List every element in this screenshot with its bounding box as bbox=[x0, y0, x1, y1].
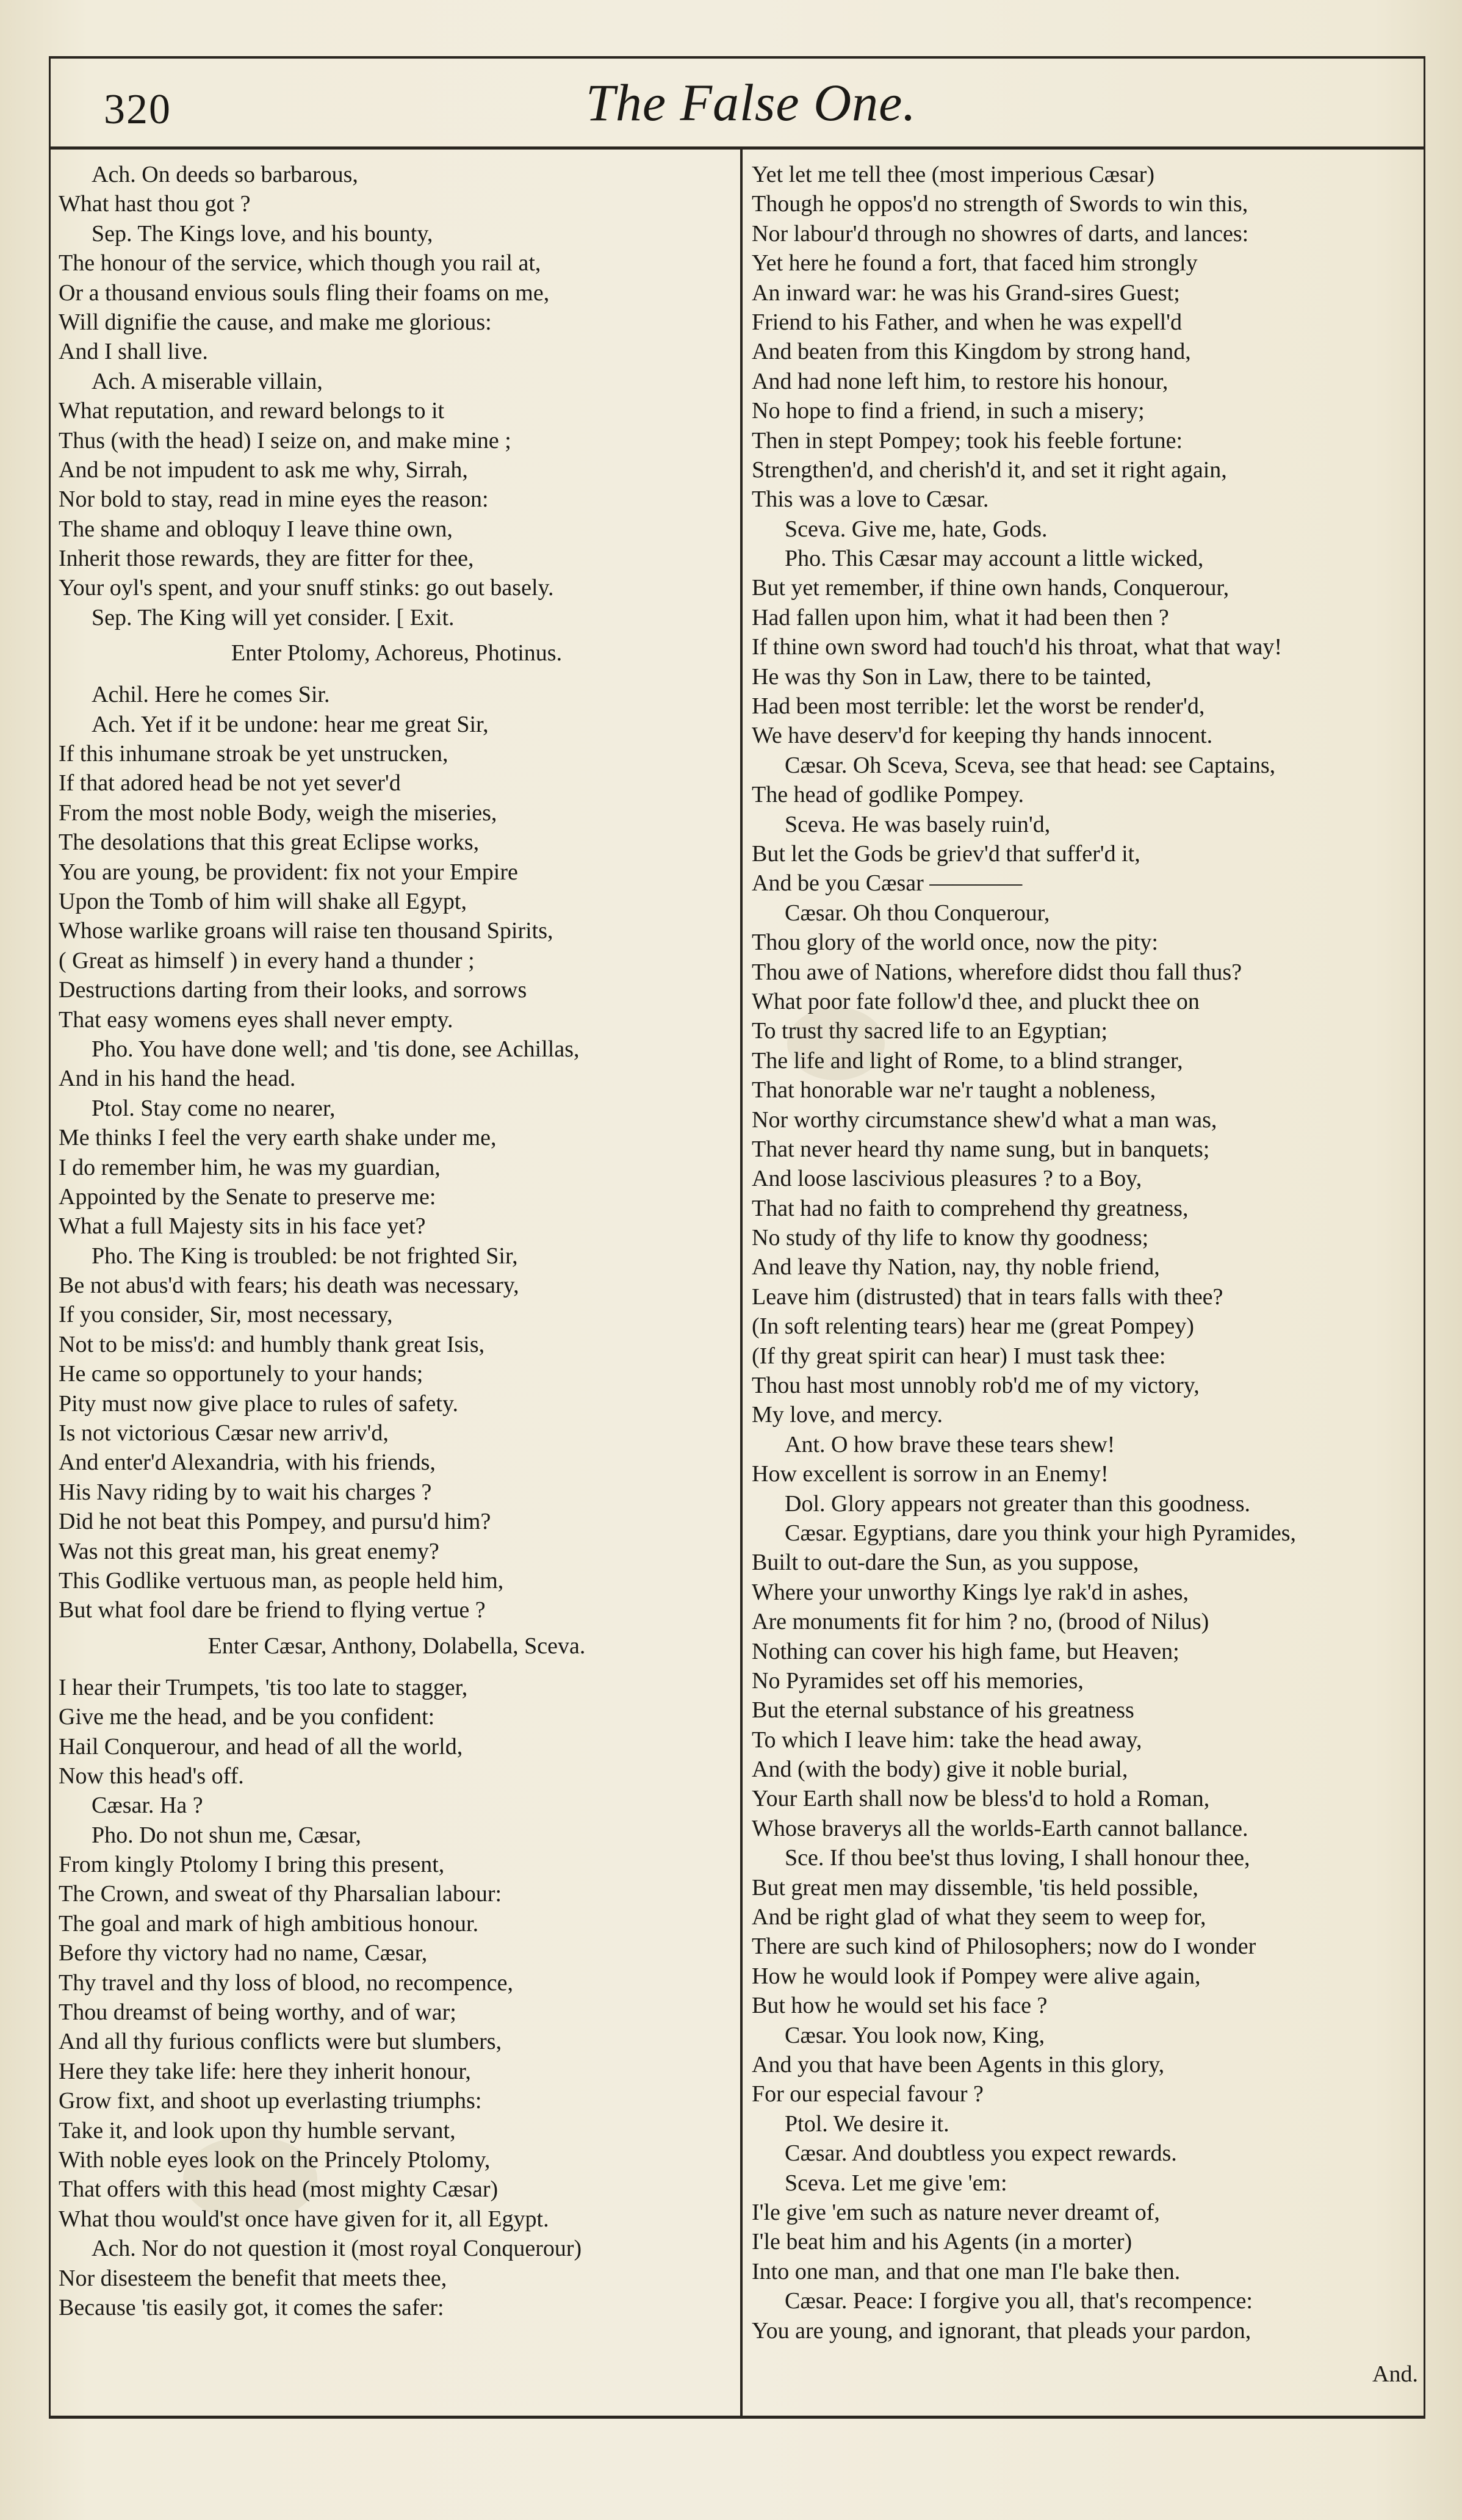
verse-line: And in his hand the head. bbox=[59, 1066, 296, 1092]
stage-direction: Enter Ptolomy, Achoreus, Photinus. bbox=[231, 640, 563, 666]
speech-line: Pho. This Cæsar may account a little wicked, bbox=[785, 546, 1204, 572]
speech-line: Ach. A miserable villain, bbox=[92, 368, 323, 394]
verse-line: The life and light of Rome, to a blind stranger, bbox=[752, 1047, 1183, 1074]
verse-line: Thy travel and thy loss of blood, no recompence, bbox=[59, 1969, 514, 1996]
verse-line: Thou dreamst of being worthy, and of war; bbox=[59, 1999, 456, 2026]
verse-line: Destructions darting from their looks, and sorrows bbox=[59, 977, 527, 1003]
verse-line: Before thy victory had no name, Cæsar, bbox=[59, 1940, 428, 1966]
verse-line: Your Earth shall now be bless'd to hold a Roman, bbox=[752, 1786, 1210, 1812]
verse-line: If this inhumane stroak be yet unstrucken, bbox=[59, 741, 448, 767]
verse-line: Was not this great man, his great enemy? bbox=[59, 1538, 439, 1564]
verse-line: Whose warlike groans will raise ten thousand Spirits, bbox=[59, 918, 553, 944]
speech-line: Ptol. Stay come no nearer, bbox=[92, 1095, 336, 1121]
verse-line: Upon the Tomb of him will shake all Egypt, bbox=[59, 888, 467, 914]
speech-line: Sep. The Kings love, and his bounty, bbox=[92, 220, 433, 247]
verse-line: This was a love to Cæsar. bbox=[752, 486, 989, 513]
verse-line: The desolations that this great Eclipse works, bbox=[59, 829, 480, 856]
speech-line: Ptol. We desire it. bbox=[785, 2110, 949, 2137]
verse-line: But let the Gods be griev'd that suffer'd it, bbox=[752, 840, 1140, 867]
verse-line: Are monuments fit for him ? no, (brood of Nilus) bbox=[752, 1609, 1209, 1635]
verse-line: Built to out-dare the Sun, as you suppose, bbox=[752, 1550, 1139, 1576]
verse-line: The goal and mark of high ambitious honour. bbox=[59, 1910, 479, 1937]
verse-line: Not to be miss'd: and humbly thank great Isis, bbox=[59, 1331, 485, 1357]
verse-line: To trust thy sacred life to an Egyptian; bbox=[752, 1018, 1108, 1044]
frame-left-rule bbox=[49, 56, 51, 2418]
column-divider bbox=[740, 150, 743, 2416]
speech-line: Cæsar. Peace: I forgive you all, that's recompence: bbox=[785, 2288, 1253, 2314]
speech-line: Dol. Glory appears not greater than this goodness. bbox=[785, 1490, 1250, 1517]
verse-line: Friend to his Father, and when he was expell'd bbox=[752, 309, 1183, 335]
verse-line: That easy womens eyes shall never empty. bbox=[59, 1006, 453, 1033]
verse-line: ( Great as himself ) in every hand a thunder ; bbox=[59, 947, 475, 973]
verse-line: Whose braverys all the worlds-Earth cannot ballance. bbox=[752, 1815, 1248, 1841]
verse-line: No Pyramides set off his memories, bbox=[752, 1667, 1084, 1694]
verse-line: From the most noble Body, weigh the miseries, bbox=[59, 800, 497, 826]
verse-line: Thou awe of Nations, wherefore didst thou fall thus? bbox=[752, 959, 1242, 985]
verse-line: If you consider, Sir, most necessary, bbox=[59, 1302, 393, 1328]
speech-line: Sce. If thou bee'st thus loving, I shall honour thee, bbox=[785, 1845, 1250, 1871]
verse-line: Will dignifie the cause, and make me glorious: bbox=[59, 309, 492, 335]
speech-line: Sceva. Give me, hate, Gods. bbox=[785, 516, 1048, 542]
verse-line: He was thy Son in Law, there to be tainted, bbox=[752, 663, 1151, 690]
verse-line: The shame and obloquy I leave thine own, bbox=[59, 516, 453, 542]
verse-line: That had no faith to comprehend thy greatness, bbox=[752, 1195, 1189, 1221]
verse-line: Or a thousand envious souls fling their foams on me, bbox=[59, 280, 550, 306]
speech-line: Ach. Yet if it be undone: hear me great Sir, bbox=[92, 711, 489, 737]
verse-line: You are young, be provident: fix not your Empire bbox=[59, 859, 518, 885]
verse-line: Nor worthy circumstance shew'd what a man was, bbox=[752, 1107, 1217, 1133]
verse-line: Yet let me tell thee (most imperious Cæsar) bbox=[752, 162, 1154, 187]
speech-line: Ach. On deeds so barbarous, bbox=[92, 162, 358, 187]
speech-line: Cæsar. And doubtless you expect rewards. bbox=[785, 2140, 1177, 2167]
speech-line: Cæsar. Egyptians, dare you think your high Pyramides, bbox=[785, 1520, 1297, 1546]
verse-line: (In soft relenting tears) hear me (great Pompey) bbox=[752, 1313, 1194, 1340]
speech-line: Ant. O how brave these tears shew! bbox=[785, 1431, 1115, 1457]
speech-line: Pho. The King is troubled: be not frighted Sir, bbox=[92, 1243, 518, 1269]
verse-line: If thine own sword had touch'd his throat, what that way! bbox=[752, 634, 1283, 660]
verse-line: Thou hast most unnobly rob'd me of my victory, bbox=[752, 1373, 1200, 1399]
verse-line: My love, and mercy. bbox=[752, 1402, 943, 1428]
verse-line: Nothing can cover his high fame, but Heaven; bbox=[752, 1638, 1179, 1664]
verse-line: Did he not beat this Pompey, and pursu'd him? bbox=[59, 1509, 491, 1535]
verse-line: Here they take life: here they inherit honour, bbox=[59, 2058, 471, 2084]
verse-line: Your oyl's spent, and your snuff stinks: go out basely. bbox=[59, 575, 554, 601]
header-rule-top bbox=[49, 56, 1425, 59]
verse-line: And beaten from this Kingdom by strong hand, bbox=[752, 339, 1191, 365]
verse-line: Because 'tis easily got, it comes the safer: bbox=[59, 2294, 444, 2320]
verse-line: For our especial favour ? bbox=[752, 2081, 984, 2107]
verse-line: And I shall live. bbox=[59, 339, 208, 365]
verse-line: Take it, and look upon thy humble servant, bbox=[59, 2117, 456, 2143]
verse-line: I hear their Trumpets, 'tis too late to stagger, bbox=[59, 1674, 468, 1700]
verse-line: And be you Cæsar ———— bbox=[752, 870, 1023, 897]
verse-line: He came so opportunely to your hands; bbox=[59, 1361, 423, 1387]
speech-line: Pho. Do not shun me, Cæsar, bbox=[92, 1822, 361, 1848]
verse-line: That never heard thy name sung, but in banquets; bbox=[752, 1136, 1210, 1162]
verse-line: How excellent is sorrow in an Enemy! bbox=[752, 1461, 1109, 1487]
verse-line: Is not victorious Cæsar new arriv'd, bbox=[59, 1420, 389, 1446]
verse-line: Appointed by the Senate to preserve me: bbox=[59, 1183, 436, 1210]
verse-line: His Navy riding by to wait his charges ? bbox=[59, 1479, 432, 1505]
verse-line: I do remember him, he was my guardian, bbox=[59, 1154, 441, 1180]
speech-line: Sep. The King will yet consider. [ Exit. bbox=[92, 604, 455, 630]
verse-line: Though he oppos'd no strength of Swords to win this, bbox=[752, 191, 1248, 217]
verse-line: Thus (with the head) I seize on, and make mine ; bbox=[59, 427, 511, 453]
speech-line: Cæsar. Oh Sceva, Sceva, see that head: see Captains, bbox=[785, 752, 1276, 778]
running-title: The False One. bbox=[586, 73, 916, 132]
speech-line: Cæsar. Oh thou Conquerour, bbox=[785, 900, 1050, 926]
verse-line: I'le beat him and his Agents (in a morter) bbox=[752, 2229, 1133, 2255]
verse-line: But how he would set his face ? bbox=[752, 1993, 1048, 2019]
catchword: And. bbox=[1372, 2361, 1418, 2387]
verse-line: You are young, and ignorant, that pleads your pardon, bbox=[752, 2317, 1251, 2344]
verse-line: That offers with this head (most mighty Cæsar) bbox=[59, 2176, 499, 2203]
verse-line: Then in stept Pompey; took his feeble fortune: bbox=[752, 427, 1183, 453]
speech-line: Cæsar. You look now, King, bbox=[785, 2022, 1045, 2048]
page-number: 320 bbox=[104, 86, 171, 133]
verse-line: The head of godlike Pompey. bbox=[752, 782, 1024, 808]
speech-line: Sceva. He was basely ruin'd, bbox=[785, 811, 1051, 837]
verse-line: The honour of the service, which though you rail at, bbox=[59, 250, 541, 276]
verse-line: And enter'd Alexandria, with his friends, bbox=[59, 1450, 436, 1476]
verse-line: Had been most terrible: let the worst be render'd, bbox=[752, 693, 1205, 720]
stage-direction: Enter Cæsar, Anthony, Dolabella, Sceva. bbox=[207, 1633, 586, 1659]
verse-line: Strengthen'd, and cherish'd it, and set it right again, bbox=[752, 457, 1227, 483]
verse-line: An inward war: he was his Grand-sires Guest; bbox=[752, 280, 1180, 306]
verse-line: And (with the body) give it noble burial, bbox=[752, 1756, 1128, 1783]
verse-line: Pity must now give place to rules of safety. bbox=[59, 1390, 459, 1417]
speech-line: Sceva. Let me give 'em: bbox=[785, 2170, 1007, 2196]
right-text-column bbox=[752, 160, 1429, 2345]
verse-line: And all thy furious conflicts were but slumbers, bbox=[59, 2029, 502, 2055]
verse-line: Me thinks I feel the very earth shake under me, bbox=[59, 1125, 497, 1151]
verse-line: But yet remember, if thine own hands, Conquerour, bbox=[752, 575, 1230, 601]
verse-line: Be not abus'd with fears; his death was necessary, bbox=[59, 1273, 519, 1299]
verse-line: Grow fixt, and shoot up everlasting triumphs: bbox=[59, 2088, 482, 2114]
verse-line: With noble eyes look on the Princely Ptolomy, bbox=[59, 2147, 491, 2173]
left-text-column bbox=[59, 160, 735, 2322]
verse-line: Hail Conquerour, and head of all the world, bbox=[59, 1733, 463, 1760]
verse-line: What thou would'st once have given for it, all Egypt. bbox=[59, 2206, 549, 2232]
verse-line: To which I leave him: take the head away, bbox=[752, 1727, 1142, 1753]
verse-line: How he would look if Pompey were alive again, bbox=[752, 1963, 1201, 1989]
verse-line: Nor bold to stay, read in mine eyes the reason: bbox=[59, 486, 489, 513]
verse-line: Nor disesteem the benefit that meets thee, bbox=[59, 2265, 447, 2291]
verse-line: But great men may dissemble, 'tis held possible, bbox=[752, 1874, 1198, 1901]
verse-line: Nor labour'd through no showres of darts, and lances: bbox=[752, 220, 1249, 247]
verse-line: From kingly Ptolomy I bring this present, bbox=[59, 1852, 445, 1878]
verse-line: And be not impudent to ask me why, Sirrah, bbox=[59, 457, 468, 483]
speech-line: Cæsar. Ha ? bbox=[92, 1793, 203, 1819]
verse-line: I'le give 'em such as nature never dreamt of, bbox=[752, 2199, 1160, 2225]
verse-line: No study of thy life to know thy goodness; bbox=[752, 1225, 1149, 1251]
verse-line: But the eternal substance of his greatness bbox=[752, 1697, 1134, 1724]
verse-line: And leave thy Nation, nay, thy noble friend, bbox=[752, 1254, 1160, 1280]
verse-line: Where your unworthy Kings lye rak'd in ashes, bbox=[752, 1579, 1189, 1605]
verse-line: Leave him (distrusted) that in tears falls with thee? bbox=[752, 1283, 1223, 1310]
verse-line: That honorable war ne'r taught a nobleness, bbox=[752, 1077, 1156, 1103]
verse-line: (If thy great spirit can hear) I must task thee: bbox=[752, 1343, 1166, 1369]
verse-line: If that adored head be not yet sever'd bbox=[59, 770, 401, 796]
verse-line: But what fool dare be friend to flying vertue ? bbox=[59, 1597, 486, 1623]
verse-line: Into one man, and that one man I'le bake then. bbox=[752, 2258, 1181, 2284]
speech-line: Achil. Here he comes Sir. bbox=[92, 682, 330, 708]
verse-line: Inherit those rewards, they are fitter for thee, bbox=[59, 546, 474, 572]
verse-line: This Godlike vertuous man, as people held him, bbox=[59, 1567, 504, 1594]
verse-line: We have deserv'd for keeping thy hands innocent. bbox=[752, 723, 1213, 749]
verse-line: Give me the head, and be you confident: bbox=[59, 1704, 435, 1730]
verse-line: No hope to find a friend, in such a misery; bbox=[752, 398, 1145, 424]
verse-line: And you that have been Agents in this glory, bbox=[752, 2052, 1165, 2078]
frame-bottom-rule bbox=[49, 2416, 1425, 2419]
verse-line: Yet here he found a fort, that faced him strongly bbox=[752, 250, 1198, 276]
verse-line: Had fallen upon him, what it had been then ? bbox=[752, 604, 1169, 630]
verse-line: What poor fate follow'd thee, and pluckt thee on bbox=[752, 988, 1200, 1014]
verse-line: And had none left him, to restore his honour, bbox=[752, 368, 1169, 394]
speech-line: Ach. Nor do not question it (most royal Conquerour) bbox=[92, 2236, 582, 2262]
verse-line: The Crown, and sweat of thy Pharsalian labour: bbox=[59, 1881, 502, 1907]
verse-line: Now this head's off. bbox=[59, 1763, 244, 1789]
verse-line: What hast thou got ? bbox=[59, 191, 251, 217]
speech-line: Pho. You have done well; and 'tis done, see Achillas, bbox=[92, 1036, 580, 1062]
verse-line: There are such kind of Philosophers; now do I wonder bbox=[752, 1933, 1256, 1960]
verse-line: Thou glory of the world once, now the pity: bbox=[752, 930, 1158, 956]
verse-line: What reputation, and reward belongs to it bbox=[59, 398, 445, 424]
verse-line: What a full Majesty sits in his face yet? bbox=[59, 1213, 426, 1240]
verse-line: And loose lascivious pleasures ? to a Boy, bbox=[752, 1166, 1142, 1192]
verse-line: And be right glad of what they seem to weep for, bbox=[752, 1904, 1206, 1930]
header-rule-bottom bbox=[49, 146, 1425, 150]
